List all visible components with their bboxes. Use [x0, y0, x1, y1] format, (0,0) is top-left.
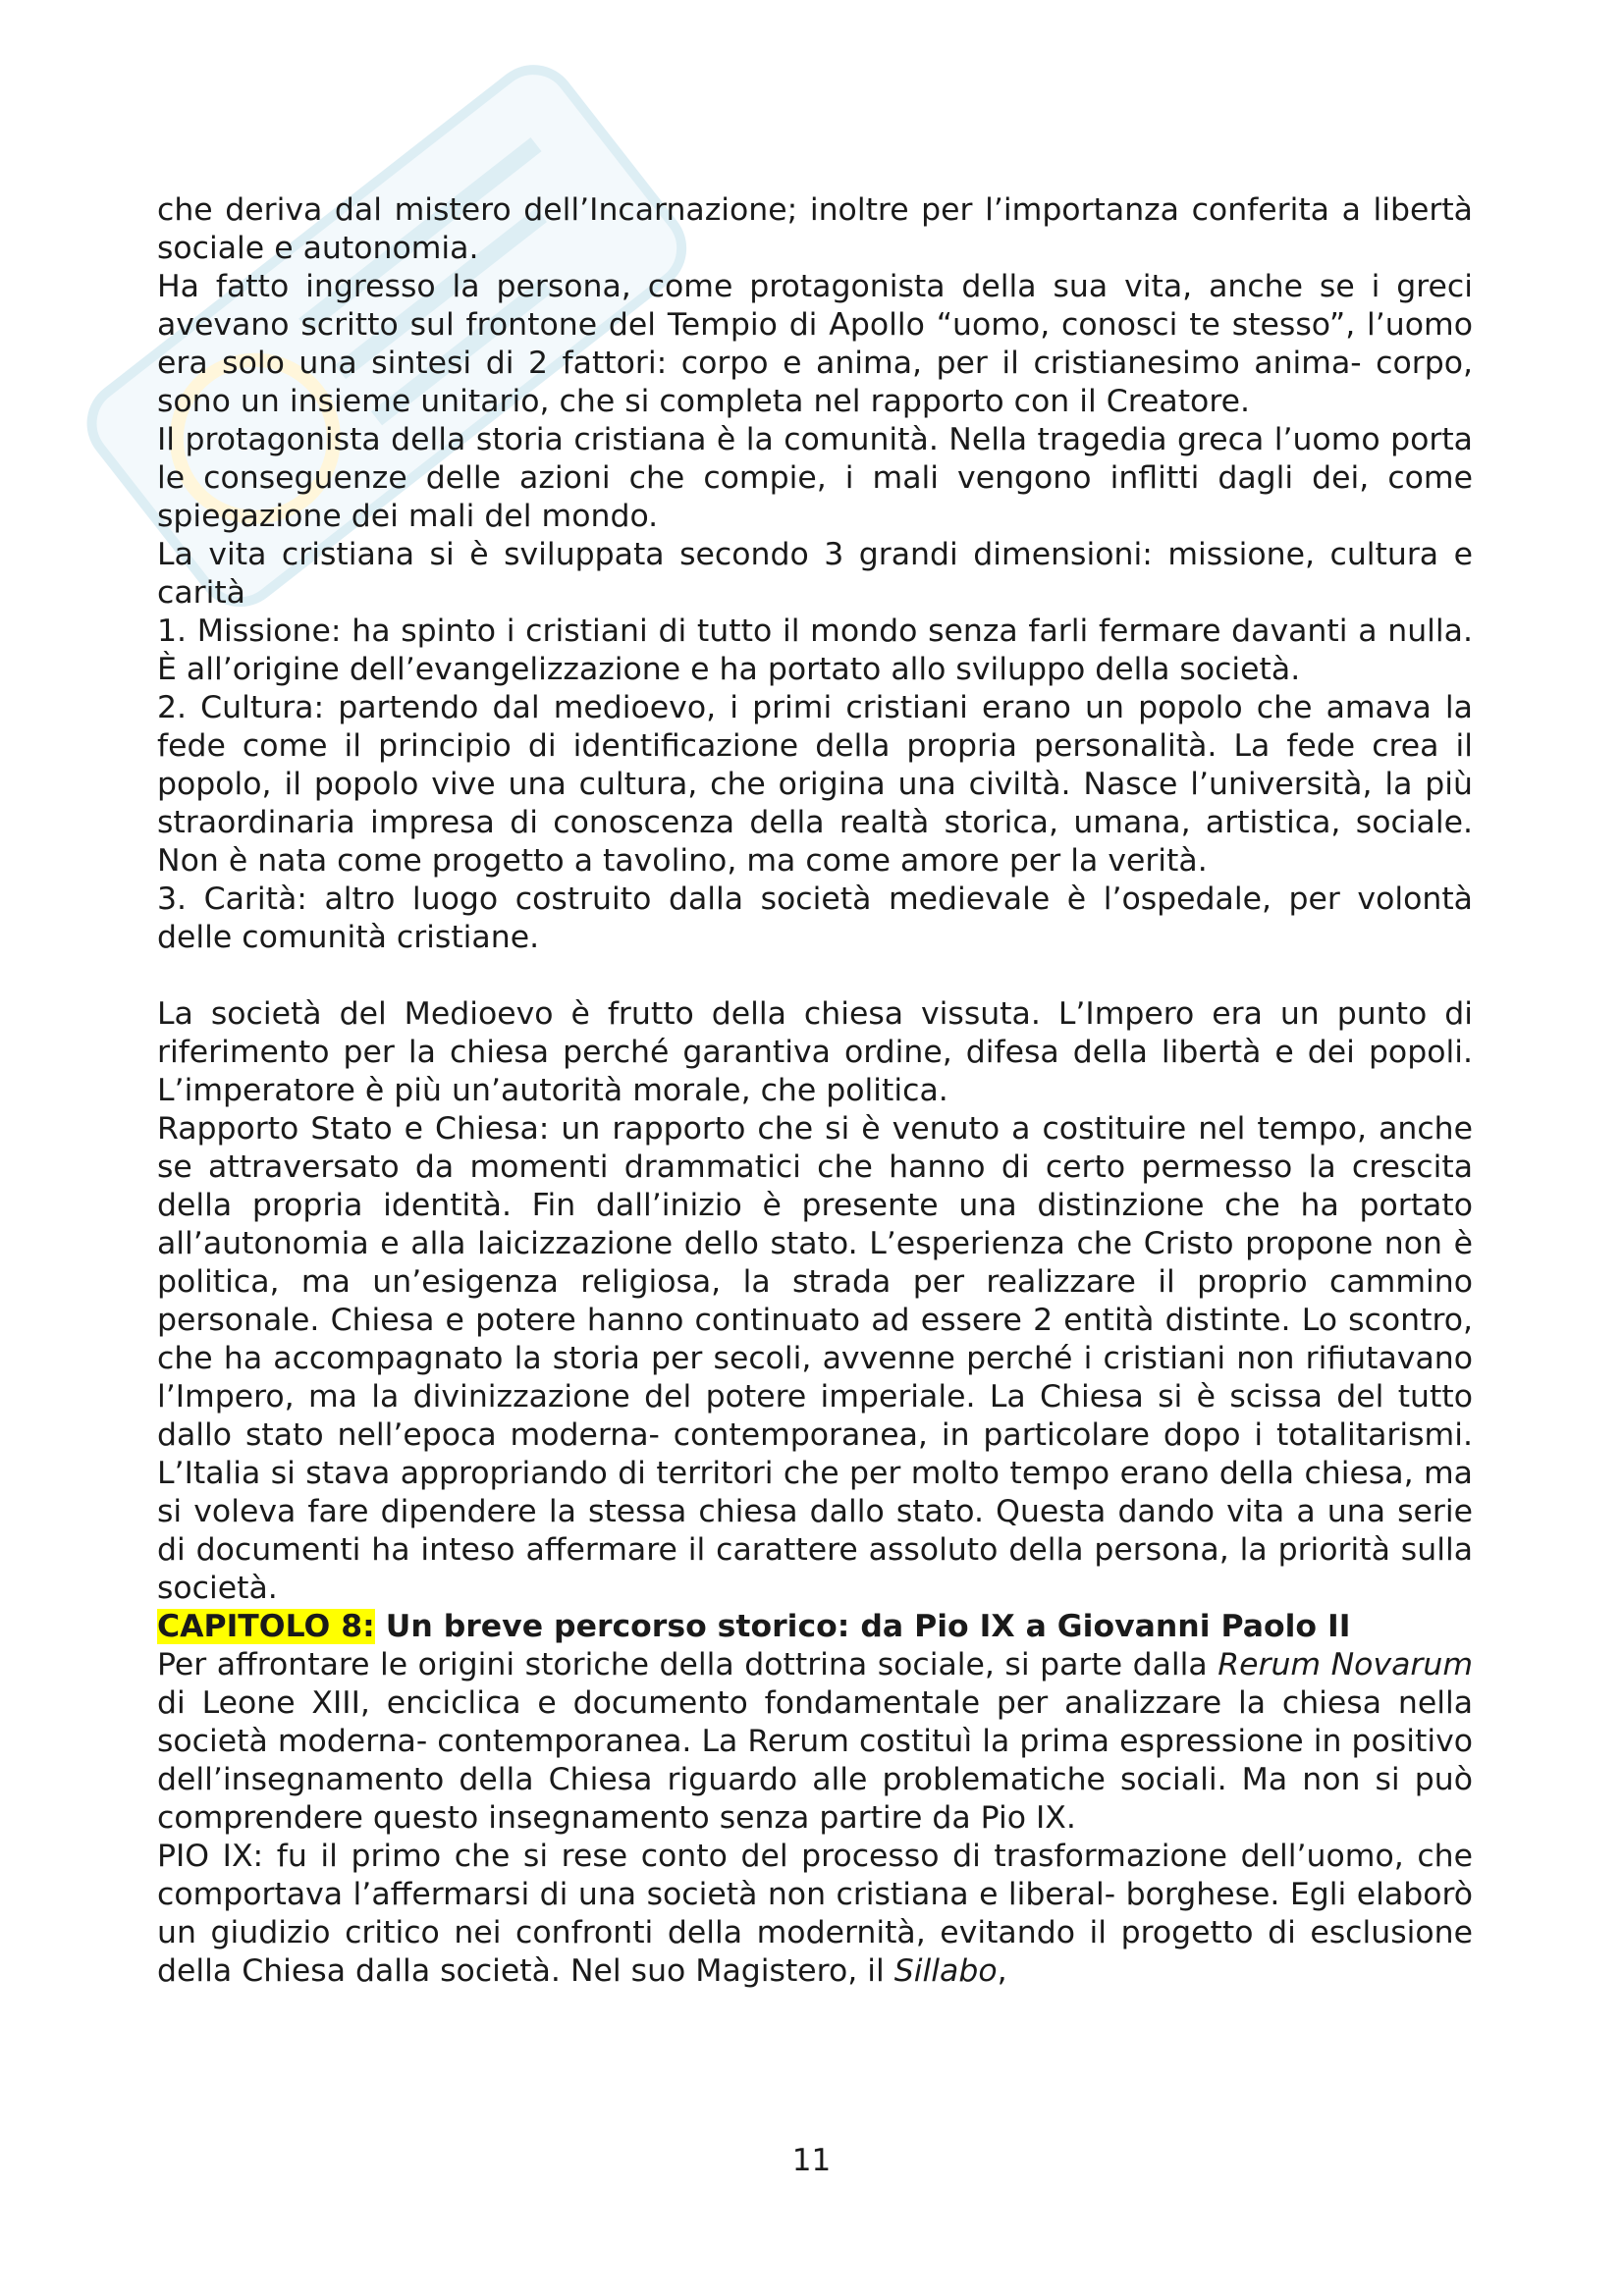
pio-text-before: PIO IX: fu il primo che si rese conto del processo di trasformazione dell’uomo, che comportava l’affermarsi di una società non cristiana e liberal- borghese. Egli elaborò un giudizio critico nei confronti della modernità, evitando il progetto di esclusione della Chiesa dalla società. Nel suo Magistero, il: [157, 1839, 1473, 1989]
chapter-title: Un breve percorso storico: da Pio IX a Giovanni Paolo II: [374, 1609, 1351, 1644]
paragraph-stato-chiesa: Rapporto Stato e Chiesa: un rapporto che si è venuto a costituire nel tempo, anche se attraversato da momenti drammatici che hanno di certo permesso la crescita della propria identità. Fin dall’inizio è presente una distinzione che ha portato all’autonomia e alla laicizzazione dello stato. L’esperienza che Cristo propone non è politica, ma un’esigenza religiosa, la strada per realizzare il proprio cammino personale. Chiesa e potere hanno continuato ad essere 2 entità distinte. Lo scontro, che ha accompagnato la storia per secoli, avvenne perché i cristiani non rifiutavano l’Impero, ma la divinizzazione del potere imperiale. La Chiesa si è scissa del tutto dallo stato nell’epoca moderna- contemporanea, in particolare dopo i totalitarismi. L’Italia si stava appropriando di territori che per molto tempo erano della chiesa, ma si voleva fare dipendere la stessa chiesa dallo stato. Questa dando vita a una serie di documenti ha inteso affermare il carattere assoluto della persona, la priorità sulla società.: [157, 1111, 1473, 1606]
paragraph-persona: Ha fatto ingresso la persona, come protagonista della sua vita, anche se i greci avevano scritto sul frontone del Tempio di Apollo “uomo, conosci te stesso”, l’uomo era solo una sintesi di 2 fattori: corpo e anima, per il cristianesimo anima- corpo, sono un insieme unitario, che si completa nel rapporto con il Creatore.: [157, 269, 1473, 419]
paragraph-cultura: 2. Cultura: partendo dal medioevo, i primi cristiani erano un popolo che amava la fede come il principio di identificazione della propria personalità. La fede crea il popolo, il popolo vive una cultura, che origina una civiltà. Nasce l’università, la più straordinaria impresa di conoscenza della realtà storica, umana, artistica, sociale. Non è nata come progetto a tavolino, ma come amore per la verità.: [157, 690, 1473, 879]
paragraph-dimensioni: La vita cristiana si è sviluppata secondo 3 grandi dimensioni: missione, cultura e carità: [157, 537, 1473, 611]
paragraph-spacer: [157, 957, 1473, 995]
paragraph-rerum-novarum: [157, 1646, 1473, 1838]
document-body: [157, 191, 1473, 1991]
rerum-title-italic: Rerum Novarum: [1217, 1647, 1473, 1682]
paragraph-missione: 1. Missione: ha spinto i cristiani di tutto il mondo senza farli fermare davanti a nulla. È all’origine dell’evangelizzazione e ha portato allo sviluppo della società.: [157, 614, 1473, 687]
paragraph-pio-ix: [157, 1838, 1473, 1991]
paragraph-medioevo: La società del Medioevo è frutto della chiesa vissuta. L’Impero era un punto di riferimento per la chiesa perché garantiva ordine, difesa della libertà e dei popoli. L’imperatore è più un’autorità morale, che politica.: [157, 996, 1473, 1108]
paragraph-incarnazione: che deriva dal mistero dell’Incarnazione; inoltre per l’importanza conferita a libertà sociale e autonomia.: [157, 192, 1473, 266]
paragraph-carita: 3. Carità: altro luogo costruito dalla società medievale è l’ospedale, per volontà delle comunità cristiane.: [157, 881, 1473, 955]
rerum-text-before: Per affrontare le origini storiche della dottrina sociale, si parte dalla: [157, 1647, 1218, 1682]
chapter-tag: CAPITOLO 8:: [157, 1609, 375, 1644]
chapter-heading: [157, 1608, 1473, 1646]
sillabo-italic: Sillabo: [893, 1953, 998, 1989]
page-number: 11: [791, 2143, 832, 2178]
pio-text-after: ,: [997, 1953, 1007, 1989]
paragraph-comunita: Il protagonista della storia cristiana è la comunità. Nella tragedia greca l’uomo porta le conseguenze delle azioni che compie, i mali vengono inflitti dagli dei, come spiegazione dei mali del mondo.: [157, 422, 1473, 534]
rerum-text-after: di Leone XIII, enciclica e documento fondamentale per analizzare la chiesa nella società moderna- contemporanea. La Rerum costituì la prima espressione in positivo dell’insegnamento della Chiesa riguardo alle problematiche sociali. Ma non si può comprendere questo insegnamento senza partire da Pio IX.: [157, 1685, 1473, 1836]
